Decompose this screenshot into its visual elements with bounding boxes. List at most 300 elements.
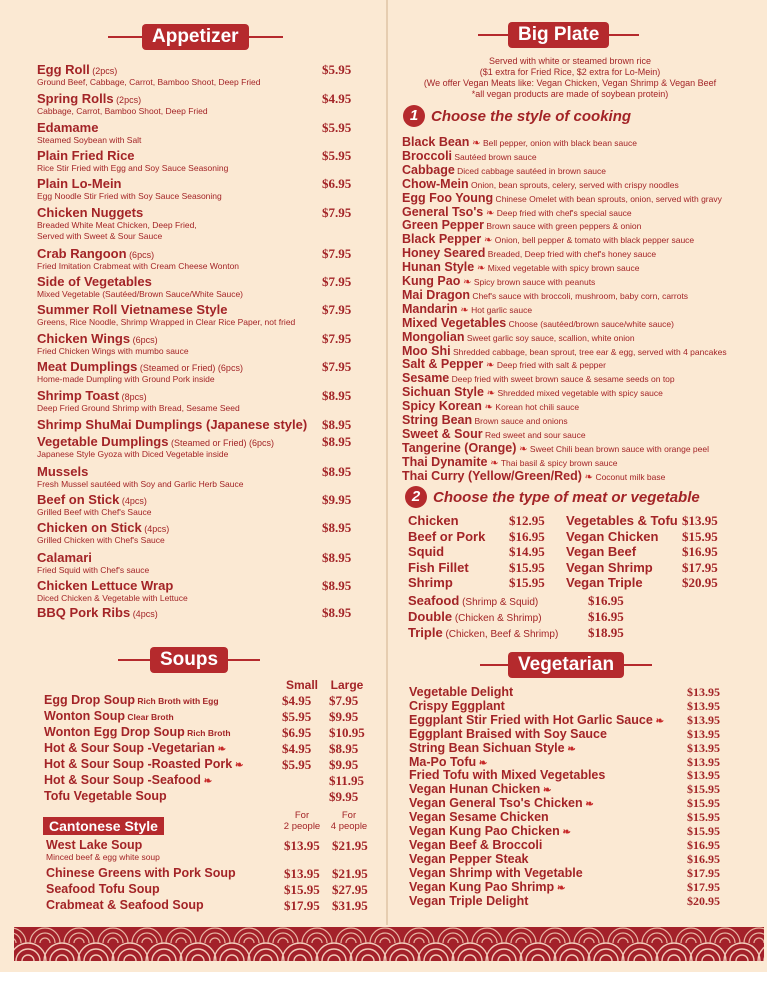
- chili-pepper-icon: ❧: [487, 457, 499, 469]
- wave-arc: [192, 955, 204, 961]
- cantonese-4people-price: $31.95: [332, 898, 368, 913]
- soup-large-price: $9.95: [329, 709, 359, 724]
- appetizer-item: [37, 176, 367, 202]
- vegetarian-item: [409, 852, 729, 866]
- wave-arc: [180, 943, 216, 961]
- cooking-style-description: Thai basil & spicy brown sauce: [498, 457, 618, 468]
- meat-option-price: $15.95: [509, 559, 545, 575]
- cooking-style-name: Mixed Vegetables: [402, 315, 507, 330]
- wave-arc: [516, 938, 526, 943]
- wave-arc: [566, 955, 578, 961]
- chili-pepper-icon: ❧: [481, 235, 493, 247]
- wave-arc: [618, 938, 628, 943]
- wave-arc: [22, 955, 34, 961]
- cantonese-name: West Lake Soup: [46, 838, 143, 852]
- cooking-style-description: Shredded mixed vegetable with spicy sauce: [495, 388, 663, 399]
- vegetarian-price: $13.95: [687, 698, 720, 713]
- cooking-style-description: Bell pepper, onion with black bean sauce: [480, 138, 637, 148]
- chili-pepper-icon: ❧: [474, 263, 486, 275]
- wave-arc: [362, 955, 374, 961]
- wave-arc: [244, 938, 254, 943]
- wave-arc: [234, 928, 264, 943]
- appetizer-name: Mussels: [37, 464, 89, 479]
- meat-combo-name: [408, 593, 538, 608]
- soup-description: Rich Broth: [184, 728, 231, 738]
- cantonese-item: [46, 866, 376, 880]
- cantonese-name: Seafood Tofu Soup: [46, 882, 160, 896]
- cooking-style-name: String Bean: [402, 413, 473, 427]
- cooking-style-description: Hot garlic sauce: [468, 304, 533, 315]
- wave-arc: [676, 928, 706, 943]
- appetizer-name: Spring Rolls (2pcs): [37, 91, 142, 106]
- chili-pepper-icon: ❧: [652, 715, 664, 727]
- cooking-style-name: Chow-Mein: [402, 176, 469, 191]
- vegetarian-price: $16.95: [687, 851, 720, 866]
- appetizer-portion: (2pcs): [113, 95, 142, 105]
- wave-arc: [312, 938, 322, 943]
- meat-option-name: Chicken: [408, 513, 459, 528]
- appetizer-item: [37, 120, 367, 146]
- vegetarian-name-text: Fried Tofu with Mixed Vegetables: [409, 768, 606, 783]
- cooking-style-description: Breaded, Deep fried with chef's honey sauce: [485, 249, 657, 260]
- appetizer-name: Chicken on Stick (4pcs): [37, 520, 170, 535]
- soup-small-price: $4.95: [282, 693, 312, 708]
- appetizer-price: $8.95: [322, 464, 352, 479]
- vegetarian-price: $13.95: [687, 685, 720, 699]
- chili-pepper-icon: ❧: [540, 785, 552, 797]
- cooking-style-name: Moo Shi: [402, 343, 451, 358]
- appetizer-price: $5.95: [322, 62, 352, 77]
- cantonese-2people-price: $17.95: [284, 898, 320, 913]
- header-rule: [228, 659, 260, 661]
- meat-option-price: $15.95: [509, 575, 545, 590]
- appetizer-price: $7.95: [322, 246, 352, 261]
- appetizer-description: Ground Beef, Cabbage, Carrot, Bamboo Shoot, Deep Fried: [37, 77, 261, 87]
- vegetarian-price: $15.95: [687, 824, 720, 838]
- cooking-style-description: Choose (sautéed/brown sauce/white sauce): [506, 318, 674, 329]
- wave-arc: [294, 955, 306, 961]
- appetizer-item: [37, 274, 367, 300]
- appetizer-price: $7.95: [322, 302, 352, 317]
- cooking-style-name: Sesame: [402, 371, 450, 386]
- cooking-style-description: Korean hot chili sauce: [493, 402, 580, 413]
- cantonese-4people-price: $27.95: [332, 882, 368, 897]
- vegetarian-item: [409, 838, 729, 852]
- appetizer-name: Plain Fried Rice: [37, 148, 135, 163]
- vegetarian-item: [409, 699, 729, 713]
- appetizer-description: Cabbage, Carrot, Bamboo Shoot, Deep Fried: [37, 106, 208, 116]
- wave-arc: [396, 955, 408, 961]
- chili-pepper-icon: ❧: [564, 743, 576, 755]
- meat-combo-detail: (Chicken, Beef & Shrimp): [442, 629, 559, 640]
- wave-arc: [736, 955, 748, 961]
- chili-pepper-icon: ❧: [469, 138, 481, 149]
- wave-arc: [384, 943, 420, 961]
- wave-arc: [404, 928, 434, 943]
- appetizer-item: [37, 62, 367, 88]
- appetizer-description: Served with Sweet & Sour Sauce: [37, 231, 163, 241]
- vegetarian-price: $15.95: [687, 782, 720, 797]
- appetizer-name: Egg Roll (2pcs): [37, 62, 118, 77]
- vegetarian-item: [409, 880, 729, 894]
- chili-pepper-icon: ❧: [214, 744, 227, 755]
- header-rule: [609, 34, 639, 36]
- appetizer-portion: (6pcs): [130, 335, 158, 345]
- soup-item: [44, 709, 374, 723]
- vegetarian-name: [409, 755, 729, 769]
- cooking-style-name: Mai Dragon: [402, 287, 471, 302]
- appetizer-portion: (2pcs): [89, 66, 118, 76]
- soup-large-price: $11.95: [329, 773, 365, 788]
- meat-combo-price: $18.95: [588, 625, 624, 640]
- appetizer-description: Fried Chicken Wings with mumbo sauce: [37, 346, 189, 356]
- vegetarian-name-text: String Bean Sichuan Style: [409, 740, 565, 755]
- header-rule: [118, 659, 150, 661]
- appetizer-name: Edamame: [37, 120, 99, 135]
- vegetarian-name: [409, 866, 729, 880]
- chili-pepper-icon: ❧: [581, 471, 594, 483]
- vegetarian-name-text: Eggplant Braised with Soy Sauce: [409, 726, 607, 741]
- col-b-line2: 4 people: [330, 821, 368, 832]
- appetizer-description: Fried Imitation Crabmeat with Cream Cheese Wonton: [37, 261, 240, 271]
- appetizer-name: BBQ Pork Ribs (4pcs): [37, 605, 158, 620]
- cooking-style-description: Sweet garlic soy sauce, scallion, white onion: [464, 332, 635, 343]
- wave-arc: [690, 943, 726, 961]
- wave-arc: [98, 928, 128, 943]
- appetizer-portion: (6pcs): [126, 250, 155, 260]
- appetizer-price: $7.95: [322, 331, 352, 346]
- cooking-style-description: Onion, bell pepper & tomato with black pepper sauce: [492, 235, 695, 246]
- meat-option-name: Shrimp: [408, 575, 453, 590]
- chili-pepper-icon: ❧: [554, 882, 566, 894]
- wave-arc: [200, 928, 230, 943]
- vegetarian-title: Vegetarian: [508, 652, 624, 678]
- meat-combo-label: Triple: [408, 625, 443, 640]
- appetizer-name: Crab Rangoon (6pcs): [37, 246, 155, 261]
- cooking-style-description: Chef's sauce with broccoli, mushroom, baby corn, carrots: [470, 290, 689, 301]
- cooking-style-description: Shredded cabbage, bean sprout, tree ear & egg, served with 4 pancakes: [450, 346, 727, 357]
- vegetarian-price: $15.95: [687, 796, 720, 811]
- wave-arc: [64, 928, 94, 943]
- wave-arc: [248, 943, 284, 961]
- cooking-style-description: Red sweet and sour sauce: [482, 429, 586, 440]
- appetizer-item: [37, 464, 367, 490]
- note-line-2: ($1 extra for Fried Rice, $2 extra for Lo-Mein): [479, 67, 661, 77]
- vegetarian-name-text: Vegan Triple Delight: [409, 893, 529, 908]
- vegetarian-name: [409, 782, 729, 796]
- vegetarian-name: [409, 699, 729, 713]
- vegetarian-name-text: Vegan Pepper Steak: [409, 851, 529, 866]
- step-one-label: Choose the style of cooking: [431, 107, 632, 125]
- vegetarian-item: [409, 713, 729, 727]
- appetizer-name: Calamari: [37, 550, 92, 565]
- wave-arc: [720, 938, 730, 943]
- wave-arc: [532, 955, 544, 961]
- big-plate-notes: [400, 56, 740, 100]
- wave-arc: [146, 943, 182, 961]
- appetizer-description: Mixed Vegetable (Sautéed/Brown Sauce/White Sauce): [37, 289, 244, 299]
- vegetarian-name-text: Vegan Sesame Chicken: [409, 810, 549, 825]
- cooking-style-name: General Tso's: [402, 204, 484, 219]
- soups-small-header: Small: [285, 678, 318, 692]
- col-a-line2: 2 people: [283, 821, 321, 832]
- soup-name: [44, 725, 374, 739]
- appetizer-price: $5.95: [322, 148, 352, 163]
- appetizer-description: Fried Squid with Chef's sauce: [37, 565, 150, 575]
- header-rule: [478, 34, 508, 36]
- wave-arc: [540, 928, 570, 943]
- appetizer-price: $7.95: [322, 205, 352, 220]
- vegetarian-name: [409, 838, 729, 852]
- appetizer-header: [108, 24, 283, 50]
- wave-arc: [506, 928, 536, 943]
- cooking-style-description: Onion, bean sprouts, celery, served with crispy noodles: [468, 179, 679, 190]
- appetizer-item: [37, 246, 367, 272]
- soups-large-header: Large: [330, 678, 364, 692]
- appetizer-item: [37, 434, 367, 460]
- vegetarian-name-text: Crispy Eggplant: [409, 698, 505, 713]
- vegetarian-price: $20.95: [687, 893, 720, 908]
- wave-arc: [622, 943, 658, 961]
- cantonese-description: Minced beef & egg white soup: [46, 852, 160, 862]
- wave-arc: [452, 943, 488, 961]
- appetizer-name: Summer Roll Vietnamese Style: [37, 302, 228, 317]
- appetizer-description: Diced Chicken & Vegetable with Lettuce: [37, 593, 188, 603]
- vegetarian-name: [409, 796, 729, 810]
- cooking-style-name: Hunan Style: [402, 260, 475, 275]
- vegetarian-name: [409, 741, 729, 755]
- cooking-style-description: Brown sauce with green peppers & onion: [483, 221, 642, 232]
- wave-arc: [268, 928, 298, 943]
- appetizer-item: [37, 417, 367, 432]
- soup-name: [44, 741, 374, 755]
- appetizer-name: Chicken Nuggets: [37, 205, 144, 220]
- meat-option-name: Vegan Beef: [566, 544, 637, 559]
- appetizer-item: [37, 205, 367, 242]
- appetizer-portion: (4pcs): [119, 496, 147, 506]
- wave-pattern-footer: [14, 927, 764, 961]
- chili-pepper-icon: ❧: [516, 443, 528, 455]
- soup-name-text: Wonton Soup: [44, 709, 125, 723]
- page-fold-divider: [386, 0, 388, 925]
- vegetarian-name-text: Vegan Hunan Chicken: [409, 782, 541, 797]
- cantonese-item: [46, 838, 376, 863]
- vegetarian-name: [409, 727, 729, 741]
- vegetarian-header: [480, 652, 652, 678]
- wave-arc: [498, 955, 510, 961]
- wave-arc: [278, 938, 288, 943]
- cooking-style-description: Sweet Chili bean brown sauce with orange peel: [527, 443, 709, 454]
- soup-small-price: $4.95: [282, 741, 312, 756]
- wave-arc: [448, 938, 458, 943]
- appetizer-item: [37, 359, 367, 385]
- cooking-style-name: Tangerine (Orange): [402, 440, 517, 455]
- appetizer-item: [37, 605, 367, 620]
- soup-small-price: $6.95: [282, 725, 312, 740]
- chili-pepper-icon: ❧: [457, 304, 469, 316]
- appetizer-description: Grilled Beef with Chef's Sauce: [37, 507, 152, 517]
- appetizer-price: $8.95: [322, 388, 352, 403]
- cooking-style-name: Sweet & Sour: [402, 426, 483, 441]
- cooking-style-description: Deep fried with chef's special sauce: [494, 207, 632, 218]
- cantonese-4people-price: $21.95: [332, 866, 368, 881]
- appetizer-price: $5.95: [322, 120, 352, 135]
- wave-arc: [710, 928, 740, 943]
- wave-arc: [430, 955, 442, 961]
- meat-option-name: Squid: [408, 544, 445, 559]
- meat-option-price: $14.95: [509, 544, 545, 559]
- soup-large-price: $7.95: [329, 693, 359, 708]
- soup-name: [44, 709, 374, 723]
- wave-arc: [656, 943, 692, 961]
- wave-arc: [584, 938, 594, 943]
- appetizer-price: $8.95: [322, 550, 352, 565]
- cantonese-2people-price: $13.95: [284, 866, 320, 881]
- vegetarian-price: $13.95: [687, 712, 720, 727]
- meat-combo-name: [408, 609, 542, 624]
- chili-pepper-icon: ❧: [483, 360, 495, 372]
- appetizer-description: Rice Stir Fried with Egg and Soy Sauce Seasoning: [37, 163, 229, 173]
- vegetarian-name-text: Vegan Kung Pao Shrimp: [409, 879, 555, 894]
- wave-arc: [336, 928, 366, 943]
- vegetarian-price: $13.95: [687, 754, 720, 769]
- cooking-style-name: Thai Curry (Yellow/Green/Red): [402, 468, 582, 483]
- chili-pepper-icon: ❧: [232, 760, 244, 771]
- vegetarian-price: $13.95: [687, 740, 720, 755]
- vegetarian-name-text: Ma-Po Tofu: [409, 754, 477, 769]
- meat-list: [408, 513, 758, 643]
- vegetarian-name: [409, 713, 729, 727]
- appetizer-list: [37, 62, 367, 632]
- wave-arc: [414, 938, 424, 943]
- vegetarian-name-text: Eggplant Stir Fried with Hot Garlic Sauce: [409, 712, 653, 727]
- cantonese-2people-header: [278, 810, 326, 832]
- cooking-style-description: Brown sauce and onions: [472, 416, 568, 426]
- wave-arc: [754, 938, 764, 943]
- appetizer-name: Shrimp ShuMai Dumplings (Japanese style): [37, 417, 308, 432]
- soup-name-text: Hot & Sour Soup -Roasted Pork: [44, 757, 233, 771]
- cantonese-name: Chinese Greens with Pork Soup: [46, 866, 236, 880]
- appetizer-name: Chicken Lettuce Wrap: [37, 578, 174, 593]
- soup-name: [44, 693, 374, 707]
- header-rule: [480, 664, 508, 666]
- meat-option-price: $16.95: [682, 544, 718, 559]
- step-two-number: 2: [405, 486, 427, 508]
- cooking-style-description: Mixed vegetable with spicy brown sauce: [485, 263, 640, 274]
- wave-arc: [328, 955, 340, 961]
- wave-arc: [608, 928, 638, 943]
- soup-name-text: Tofu Vegetable Soup: [44, 789, 167, 803]
- vegetarian-price: $15.95: [687, 810, 720, 825]
- wave-arc: [142, 938, 152, 943]
- vegetarian-name: [409, 810, 729, 824]
- cantonese-name: Crabmeat & Seafood Soup: [46, 898, 204, 912]
- note-line-3: (We offer Vegan Meats like: Vegan Chicken, Vegan Shrimp & Vegan Beef: [423, 78, 717, 88]
- soup-small-price: $5.95: [282, 757, 312, 772]
- step-two-label: Choose the type of meat or vegetable: [433, 488, 700, 506]
- appetizer-name: Plain Lo-Mein: [37, 176, 122, 191]
- appetizer-item: [37, 148, 367, 174]
- vegetarian-item: [409, 782, 729, 796]
- note-line-1: Served with white or steamed brown rice: [488, 56, 652, 66]
- cantonese-2people-price: $15.95: [284, 882, 320, 897]
- header-rule: [624, 664, 652, 666]
- appetizer-portion: (4pcs): [130, 609, 158, 619]
- chili-pepper-icon: ❧: [481, 402, 494, 414]
- wave-arc: [554, 943, 590, 961]
- wave-arc: [316, 943, 352, 961]
- cooking-style-name: Mongolian: [402, 329, 465, 344]
- cooking-style-name: Broccoli: [402, 148, 453, 163]
- cantonese-4people-price: $21.95: [332, 838, 368, 853]
- wave-arc: [214, 943, 250, 961]
- soup-name-text: Wonton Egg Drop Soup: [44, 725, 185, 739]
- chili-pepper-icon: ❧: [200, 776, 213, 787]
- chili-pepper-icon: ❧: [483, 388, 496, 400]
- meat-option-name: Beef or Pork: [408, 528, 486, 544]
- cooking-style-name: Black Pepper: [402, 232, 482, 247]
- vegetarian-price: $17.95: [687, 865, 720, 880]
- wave-arc: [380, 938, 390, 943]
- appetizer-item: [37, 331, 367, 357]
- vegetarian-item: [409, 741, 729, 755]
- appetizer-price: $8.95: [322, 417, 352, 432]
- col-a-line1: For: [294, 810, 310, 821]
- appetizer-item: [37, 91, 367, 117]
- appetizer-price: $7.95: [322, 359, 352, 374]
- col-b-line1: For: [341, 810, 357, 821]
- appetizer-description: Egg Noodle Stir Fried with Soy Sauce Seasoning: [37, 191, 222, 201]
- appetizer-description: Fresh Mussel sautéed with Soy and Garlic Herb Sauce: [37, 479, 244, 489]
- wave-arc: [74, 938, 84, 943]
- appetizer-name: Shrimp Toast (8pcs): [37, 388, 147, 403]
- cooking-style-description: Chinese Omelet with bean sprouts, onion, served with gravy: [493, 193, 722, 204]
- wave-arc: [472, 928, 502, 943]
- soup-item: [44, 757, 374, 771]
- wave-arc: [56, 955, 68, 961]
- soup-item: [44, 789, 374, 803]
- vegetarian-item: [409, 894, 729, 908]
- wave-arc: [302, 928, 332, 943]
- soup-small-price: $5.95: [282, 709, 312, 724]
- cooking-style-name: Black Bean: [402, 135, 470, 149]
- vegetarian-name: [409, 768, 729, 782]
- appetizer-description: Deep Fried Ground Shrimp with Bread, Sesame Seed: [37, 403, 240, 413]
- wave-arc: [132, 928, 162, 943]
- wave-arc: [124, 955, 136, 961]
- cantonese-item: [46, 882, 376, 896]
- wave-arc: [210, 938, 220, 943]
- appetizer-price: $8.95: [322, 434, 352, 449]
- meat-combo-label: Double: [408, 609, 453, 624]
- cooking-style-description: Spicy brown sauce with peanuts: [471, 277, 596, 287]
- vegetarian-item: [409, 866, 729, 880]
- vegetarian-name: [409, 685, 729, 699]
- cooking-style-name: Kung Pao: [402, 274, 461, 288]
- appetizer-description: Grilled Chicken with Chef's Sauce: [37, 535, 165, 545]
- wave-arc: [724, 943, 760, 961]
- appetizer-name: Side of Vegetables: [37, 274, 152, 289]
- meat-option-price: $20.95: [682, 575, 718, 590]
- meat-combo-price: $16.95: [588, 609, 624, 624]
- meat-combo-name: [408, 625, 558, 640]
- appetizer-item: [37, 492, 367, 518]
- wave-arc: [574, 928, 604, 943]
- appetizer-description: Japanese Style Gyoza with Diced Vegetable inside: [37, 449, 229, 459]
- wave-arc: [260, 955, 272, 961]
- cantonese-2people-price: $13.95: [284, 838, 320, 853]
- soup-name: [44, 789, 374, 803]
